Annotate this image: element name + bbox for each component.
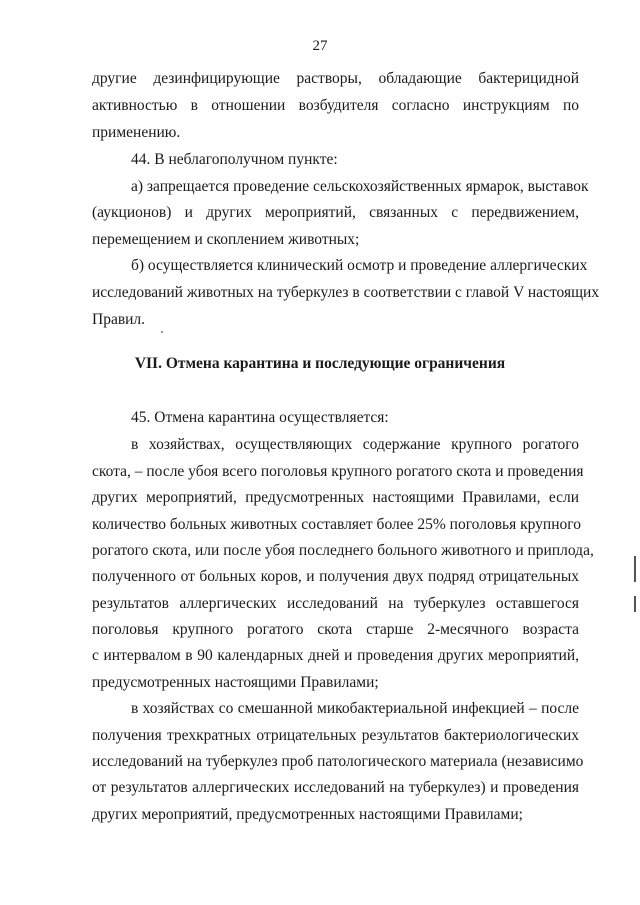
scan-edge-mark <box>634 596 636 612</box>
paragraph-line: (аукционов) и других мероприятий, связанных с передвижением, <box>92 204 579 221</box>
paragraph-line: предусмотренных настоящими Правилами; <box>92 674 379 691</box>
section-heading: VII. Отмена карантина и последующие ограничения <box>134 355 506 372</box>
paragraph-line: Правил. <box>92 311 146 328</box>
paragraph-line: других мероприятий, предусмотренных настоящими Правилами; <box>92 806 523 823</box>
paragraph-line: поголовья крупного рогатого скота старше 2-месячного возраста <box>92 621 579 638</box>
paragraph-line: исследований животных на туберкулез в соответствии с главой V настоящих <box>92 284 600 301</box>
paragraph-line: б) осуществляется клинический осмотр и проведение аллергических <box>131 257 588 274</box>
paragraph-line: а) запрещается проведение сельскохозяйственных ярмарок, выставок <box>131 178 589 195</box>
paragraph-line: скота, – после убоя всего поголовья крупного рогатого скота и проведения <box>92 463 584 480</box>
paragraph-line: с интервалом в 90 календарных дней и проведения других мероприятий, <box>92 647 579 664</box>
paragraph-line: 44. В неблагополучном пункте: <box>131 151 338 168</box>
paragraph-line: рогатого скота, или после убоя последнего больного животного и приплода, <box>92 542 594 559</box>
paragraph-line: активностью в отношении возбудителя согласно инструкциям по <box>92 97 579 114</box>
paragraph-line: количество больных животных составляет более 25% поголовья крупного <box>92 516 581 533</box>
page-number: 27 <box>312 38 328 54</box>
scan-edge-mark <box>634 556 636 582</box>
paragraph-line: от результатов аллергических исследований на туберкулез) и проведения <box>92 779 579 796</box>
scan-speck <box>161 331 163 333</box>
paragraph-line: перемещением и скоплением животных; <box>92 231 360 248</box>
paragraph-line: в хозяйствах со смешанной микобактериальной инфекцией – после <box>131 700 579 717</box>
paragraph-line: других мероприятий, предусмотренных настоящими Правилами, если <box>92 489 579 506</box>
paragraph-line: применению. <box>92 124 181 141</box>
paragraph-line: 45. Отмена карантина осуществляется: <box>131 409 389 426</box>
paragraph-line: полученного от больных коров, и получения двух подряд отрицательных <box>92 568 579 585</box>
paragraph-line: в хозяйствах, осуществляющих содержание крупного рогатого <box>131 436 579 453</box>
paragraph-line: получения трехкратных отрицательных результатов бактериологических <box>92 727 579 744</box>
paragraph-line: исследований на туберкулез проб патологического материала (независимо <box>92 753 584 770</box>
paragraph-line: результатов аллергических исследований на туберкулез оставшегося <box>92 595 579 612</box>
paragraph-line: другие дезинфицирующие растворы, обладающие бактерицидной <box>92 70 579 87</box>
